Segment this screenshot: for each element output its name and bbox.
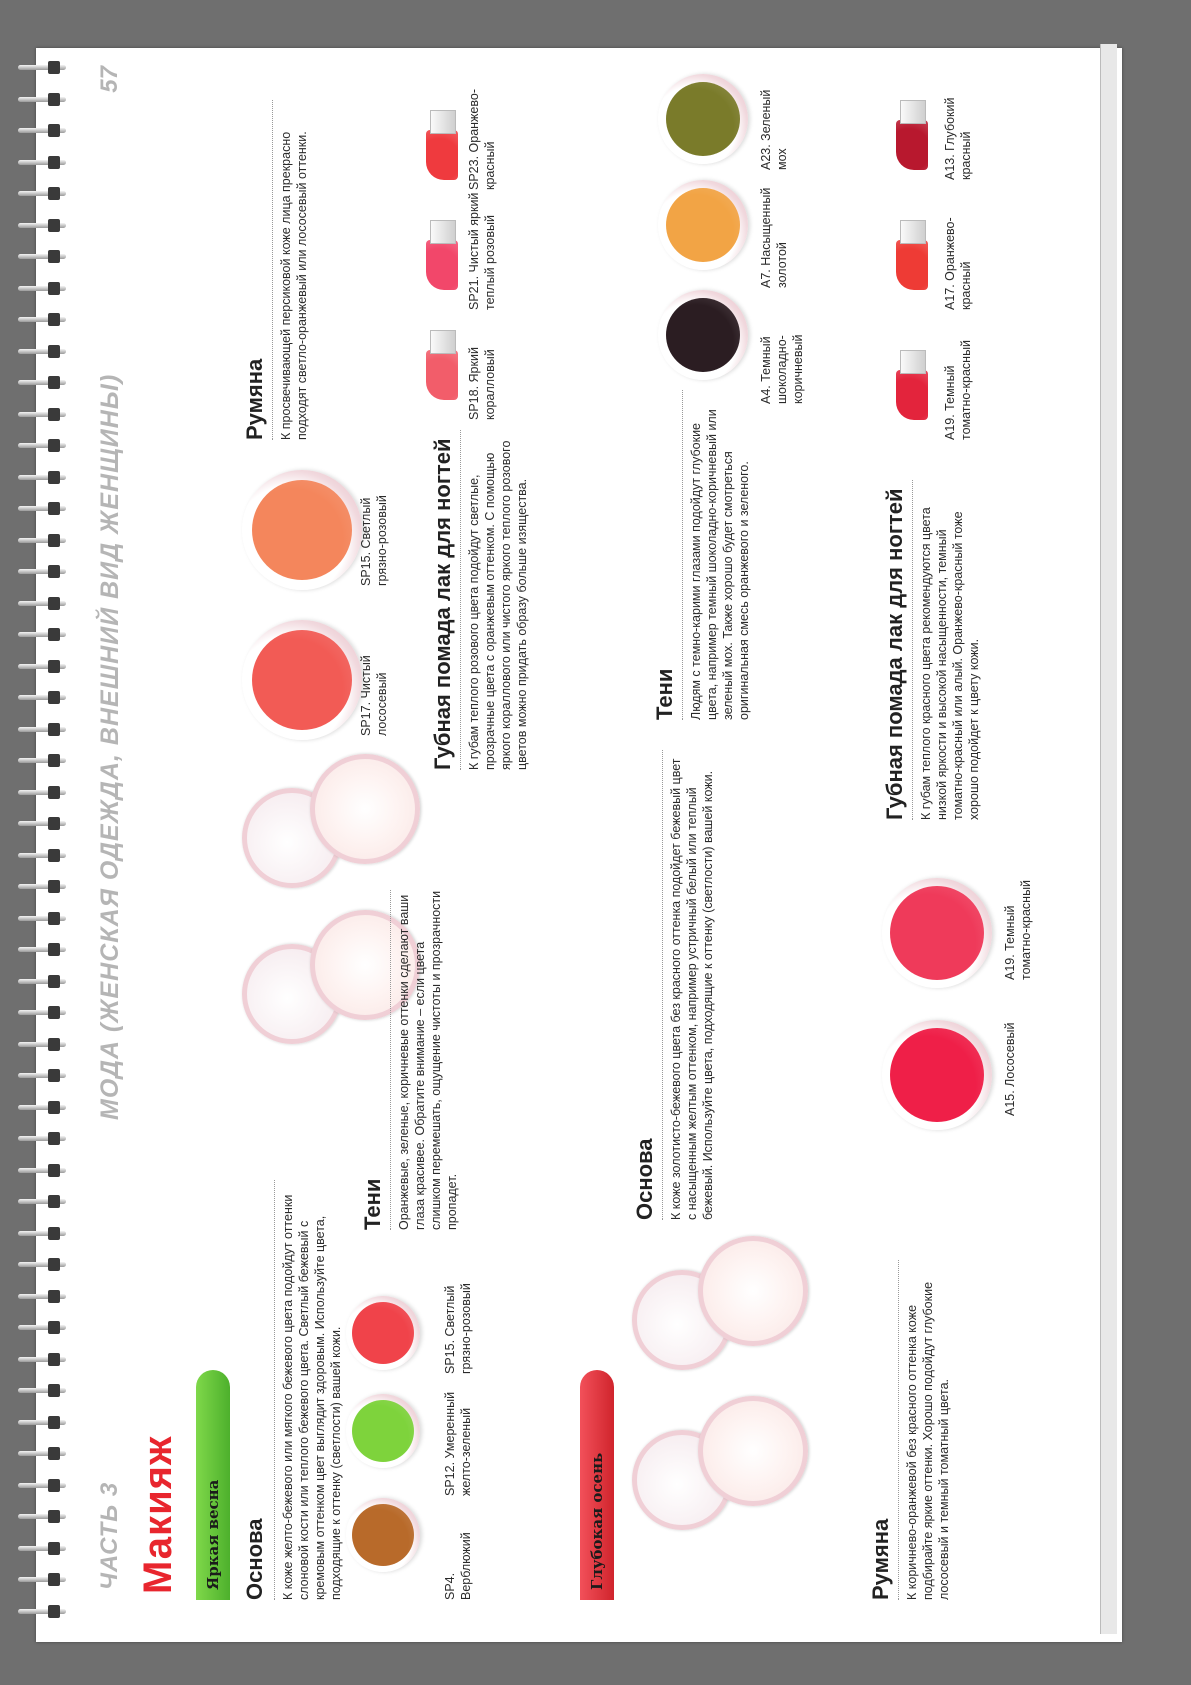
blush-label: SP17. Чистый лососевый xyxy=(359,655,389,736)
lipstick-swatch xyxy=(422,330,462,400)
lipstick-swatch xyxy=(892,220,932,290)
spiral-coil xyxy=(18,974,68,990)
spiral-coil xyxy=(18,155,68,171)
spiral-coil xyxy=(18,564,68,580)
eyeshadow-label: SP12. Умеренный желто-зеленый xyxy=(443,1391,473,1496)
spiral-coil xyxy=(18,722,68,738)
spring-shadows-heading: Тени xyxy=(360,1178,385,1230)
eyeshadow-swatch xyxy=(352,1504,414,1566)
running-title: МОДА (ЖЕНСКАЯ ОДЕЖДА, ВНЕШНИЙ ВИД ЖЕНЩИНЫ) xyxy=(96,373,124,1120)
main-title: Макияж xyxy=(136,1435,180,1594)
spring-lipstick-text: К губам теплого розового цвета подойдут светлые, прозрачные цвета с оранжевым оттенком. С помощью яркого кораллового или чистого яркого теплого розового цветов можно придать образу больше изящества. xyxy=(467,440,529,770)
eyeshadow-label: А23. Зеленый мох xyxy=(759,89,789,170)
spiral-coil xyxy=(18,1100,68,1116)
autumn-shadows-heading: Тени xyxy=(652,668,677,720)
autumn-shadows-text: Людям с темно-карими глазами подойдут глубокие цвета, например темный шоколадно-коричневый или зеленый мох. Также хорошо будет смотреться оригинальная смесь оранжевого и зеленого. xyxy=(689,409,751,720)
spring-blush-heading: Румяна xyxy=(242,358,267,440)
blush-label: А19. Темный томатно-красный xyxy=(1003,879,1033,980)
spiral-coil xyxy=(18,1257,68,1273)
foundation-compact xyxy=(698,1236,808,1346)
spiral-coil xyxy=(18,596,68,612)
divider xyxy=(460,430,461,770)
lipstick-swatch xyxy=(892,100,932,170)
running-header xyxy=(92,60,132,1600)
spiral-coil xyxy=(18,407,68,423)
spring-blush-text: К просвечивающей персиковой коже лица прекрасно подходят светло-оранжевый или лососевый оттенки. xyxy=(279,131,309,440)
spiral-coil xyxy=(18,1478,68,1494)
foundation-compact xyxy=(310,754,420,864)
spiral-coil xyxy=(18,1446,68,1462)
spiral-coil xyxy=(18,533,68,549)
spiral-coil xyxy=(18,1320,68,1336)
season-badge-spring: Яркая весна xyxy=(196,1370,230,1600)
blush-label: SP15. Светлый грязно-розовый xyxy=(359,495,389,586)
page-number: 57 xyxy=(96,66,123,93)
spiral-coil xyxy=(18,1005,68,1021)
lipstick-label: А19. Темный томатно-красный xyxy=(943,339,973,440)
spiral-coil xyxy=(18,312,68,328)
lipstick-label: А17. Оранжево-красный xyxy=(943,217,973,310)
spiral-coil xyxy=(18,438,68,454)
spiral-coil xyxy=(18,501,68,517)
spiral-coil xyxy=(18,942,68,958)
blush-swatch xyxy=(890,886,984,980)
spiral-coil xyxy=(18,911,68,927)
spiral-coil xyxy=(18,1194,68,1210)
spiral-coil xyxy=(18,659,68,675)
divider xyxy=(662,750,663,1220)
spiral-coil xyxy=(18,816,68,832)
spring-lipstick-heading: Губная помада лак для ногтей xyxy=(430,438,455,770)
blush-swatch xyxy=(252,630,352,730)
autumn-foundation-heading: Основа xyxy=(632,1138,657,1220)
eyeshadow-label: SP4. Верблюжий xyxy=(443,1532,473,1600)
spring-foundation-text: К коже желто-бежевого или мягкого бежевого цвета подойдут оттенки слоновой кости или теплого бежевого цвета. Светлый бежевый с кремовым оттенком цвет выглядит здоровым. Используйте цвета, подходящие к оттенку (светлости) вашей кожи. xyxy=(281,1194,343,1600)
divider xyxy=(682,390,683,720)
spiral-coil xyxy=(18,627,68,643)
spiral-coil xyxy=(18,249,68,265)
eyeshadow-label: SP15. Светлый грязно-розовый xyxy=(443,1283,473,1374)
spiral-coil xyxy=(18,753,68,769)
spiral-coil xyxy=(18,470,68,486)
spiral-coil xyxy=(18,785,68,801)
part-label: ЧАСТЬ 3 xyxy=(96,1481,123,1590)
autumn-lipstick-heading: Губная помада лак для ногтей xyxy=(882,488,907,820)
autumn-blush-text: К коричнево-оранжевой без красного оттенка коже подбирайте яркие оттенки. Хорошо подойдут глубокие лососевый и темный томатный цвета. xyxy=(905,1281,951,1600)
spiral-coil xyxy=(18,1037,68,1053)
spiral-coil xyxy=(18,1068,68,1084)
spiral-coil xyxy=(18,218,68,234)
spiral-coil xyxy=(18,879,68,895)
spiral-coil xyxy=(18,375,68,391)
spiral-coil xyxy=(18,92,68,108)
eyeshadow-label: А7. Насыщенный золотой xyxy=(759,187,789,288)
blush-swatch xyxy=(252,480,352,580)
spiral-coil xyxy=(18,1572,68,1588)
autumn-lipstick-text: К губам теплого красного цвета рекомендуются цвета низкой яркости и высокой насыщенности, темный томатно-красный или алый. Оранжево-красный тоже хорошо подойдет к цвету кожи. xyxy=(919,507,981,820)
autumn-blush-heading: Румяна xyxy=(868,1518,893,1600)
spiral-coil xyxy=(18,281,68,297)
eyeshadow-swatch xyxy=(352,1400,414,1462)
lipstick-label: SP21. Чистый яркий теплый розовый xyxy=(467,192,497,310)
spiral-coil xyxy=(18,1352,68,1368)
divider xyxy=(390,890,391,1230)
lipstick-swatch xyxy=(422,110,462,180)
spiral-coil xyxy=(18,186,68,202)
spiral-coil xyxy=(18,1604,68,1620)
season-badge-autumn: Глубокая осень xyxy=(580,1370,614,1600)
autumn-foundation-text: К коже золотисто-бежевого цвета без красного оттенка подойдет бежевый цвет с насыщенным желтым оттенком, например устричный белый или теплый бежевый. Используйте цвета, подходящие к оттенку (светлости) вашей кожи. xyxy=(669,758,715,1220)
spiral-binding xyxy=(18,60,68,1650)
eyeshadow-swatch xyxy=(666,82,740,156)
spiral-coil xyxy=(18,1541,68,1557)
spiral-coil xyxy=(18,1509,68,1525)
lipstick-swatch xyxy=(422,220,462,290)
blush-swatch xyxy=(890,1028,984,1122)
lipstick-label: А13. Глубокий красный xyxy=(943,97,973,180)
lipstick-label: SP18. Яркий коралловый xyxy=(467,347,497,420)
spiral-coil xyxy=(18,1163,68,1179)
divider xyxy=(272,100,273,440)
divider xyxy=(898,1260,899,1600)
spiral-coil xyxy=(18,690,68,706)
spring-foundation-heading: Основа xyxy=(242,1518,267,1600)
lipstick-label: SP23. Оранжево-красный xyxy=(467,89,497,190)
eyeshadow-swatch xyxy=(352,1302,414,1364)
spiral-coil xyxy=(18,123,68,139)
spring-shadows-text: Оранжевые, зеленые, коричневые оттенки сделают ваши глаза красивее. Обратите внимание – если цвета слишком перемешать, ощущение чистоты и прозрачности пропадет. xyxy=(397,890,459,1230)
spiral-coil xyxy=(18,1289,68,1305)
foundation-compact xyxy=(698,1396,808,1506)
eyeshadow-label: А4. Темный шоколадно-коричневый xyxy=(759,334,805,404)
lipstick-swatch xyxy=(892,350,932,420)
spiral-coil xyxy=(18,1226,68,1242)
spiral-coil xyxy=(18,1383,68,1399)
divider xyxy=(912,480,913,820)
spiral-coil xyxy=(18,344,68,360)
divider xyxy=(274,1180,275,1600)
spiral-coil xyxy=(18,1415,68,1431)
blush-label: А15. Лососевый xyxy=(1003,1022,1017,1116)
spiral-coil xyxy=(18,60,68,76)
spiral-coil xyxy=(18,848,68,864)
spiral-coil xyxy=(18,1131,68,1147)
eyeshadow-swatch xyxy=(666,298,740,372)
eyeshadow-swatch xyxy=(666,188,740,262)
page-content xyxy=(92,60,1112,1600)
